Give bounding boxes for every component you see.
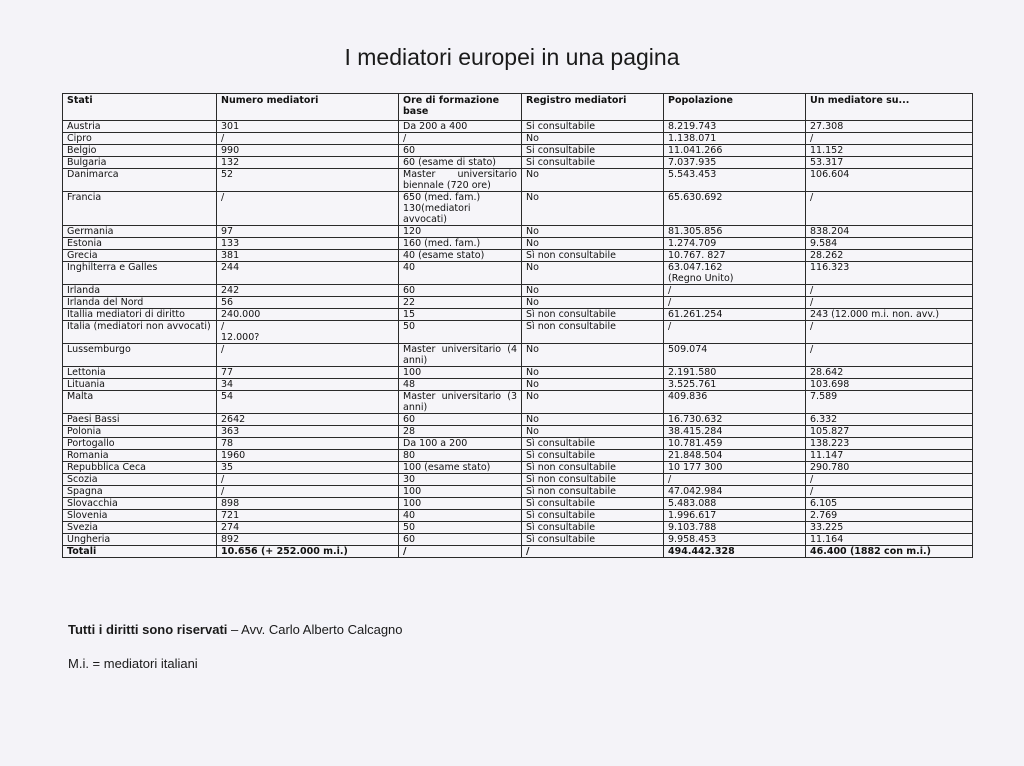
cell-un-mediatore-su: / bbox=[806, 344, 973, 367]
cell-numero-mediatori: / bbox=[217, 344, 399, 367]
cell-numero-mediatori: 240.000 bbox=[217, 309, 399, 321]
table-row bbox=[63, 379, 973, 391]
cell-un-mediatore-su: 28.262 bbox=[806, 250, 973, 262]
cell-registro: Sì consultabile bbox=[522, 498, 664, 510]
cell-ore-formazione: Master universitario biennale (720 ore) bbox=[399, 169, 522, 192]
copyright-notice bbox=[68, 622, 403, 637]
cell-popolazione: 1.274.709 bbox=[664, 238, 806, 250]
cell-numero-mediatori: 1960 bbox=[217, 450, 399, 462]
cell-numero-mediatori: 97 bbox=[217, 226, 399, 238]
cell-un-mediatore-su: 6.332 bbox=[806, 414, 973, 426]
cell-numero-mediatori: 2642 bbox=[217, 414, 399, 426]
cell-ore-formazione: 40 (esame stato) bbox=[399, 250, 522, 262]
cell-popolazione: 509.074 bbox=[664, 344, 806, 367]
cell-registro: Sì consultabile bbox=[522, 510, 664, 522]
cell-registro: Sì non consultabile bbox=[522, 474, 664, 486]
cell-registro: Sì non consultabile bbox=[522, 462, 664, 474]
cell-un-mediatore-su: 9.584 bbox=[806, 238, 973, 250]
cell-popolazione: / bbox=[664, 297, 806, 309]
cell-un-mediatore-su: 103.698 bbox=[806, 379, 973, 391]
cell-stato: Irlanda bbox=[63, 285, 217, 297]
table-body bbox=[63, 121, 973, 558]
cell-registro: No bbox=[522, 226, 664, 238]
cell-stato: Malta bbox=[63, 391, 217, 414]
cell-ore-formazione: 650 (med. fam.) 130(mediatori avvocati) bbox=[399, 192, 522, 226]
cell-stato: Slovacchia bbox=[63, 498, 217, 510]
table-row bbox=[63, 226, 973, 238]
cell-ore-formazione: 40 bbox=[399, 510, 522, 522]
cell-stato: Irlanda del Nord bbox=[63, 297, 217, 309]
cell-ore-formazione: 28 bbox=[399, 426, 522, 438]
cell-popolazione: 2.191.580 bbox=[664, 367, 806, 379]
cell-un-mediatore-su: 138.223 bbox=[806, 438, 973, 450]
cell-stato: Portogallo bbox=[63, 438, 217, 450]
cell-popolazione: 9.103.788 bbox=[664, 522, 806, 534]
header-numero-mediatori: Numero mediatori bbox=[217, 94, 399, 121]
cell-popolazione: 11.041.266 bbox=[664, 145, 806, 157]
header-stati: Stati bbox=[63, 94, 217, 121]
cell-stato: Lettonia bbox=[63, 367, 217, 379]
cell-popolazione: / bbox=[664, 474, 806, 486]
table-row bbox=[63, 474, 973, 486]
cell-numero-mediatori: 77 bbox=[217, 367, 399, 379]
cell-stato: Lussemburgo bbox=[63, 344, 217, 367]
cell-numero-mediatori: 301 bbox=[217, 121, 399, 133]
table-row bbox=[63, 414, 973, 426]
table-row bbox=[63, 426, 973, 438]
cell-popolazione: 47.042.984 bbox=[664, 486, 806, 498]
cell-ore-formazione: 50 bbox=[399, 522, 522, 534]
abbreviation-legend: M.i. = mediatori italiani bbox=[68, 656, 198, 671]
cell-registro: No bbox=[522, 192, 664, 226]
cell-registro: No bbox=[522, 297, 664, 309]
cell-numero-mediatori: 274 bbox=[217, 522, 399, 534]
cell-stato: Svezia bbox=[63, 522, 217, 534]
cell-popolazione: 38.415.284 bbox=[664, 426, 806, 438]
table-row bbox=[63, 297, 973, 309]
cell-stato: Austria bbox=[63, 121, 217, 133]
cell-numero-mediatori: / bbox=[217, 192, 399, 226]
cell-numero-mediatori: / bbox=[217, 486, 399, 498]
cell-stato: Grecia bbox=[63, 250, 217, 262]
header-un-mediatore-su: Un mediatore su... bbox=[806, 94, 973, 121]
cell-numero-mediatori: 244 bbox=[217, 262, 399, 285]
cell-stato: Polonia bbox=[63, 426, 217, 438]
cell-un-mediatore-su: / bbox=[806, 192, 973, 226]
cell-popolazione: 5.483.088 bbox=[664, 498, 806, 510]
cell-popolazione: / bbox=[664, 285, 806, 297]
cell-popolazione: 65.630.692 bbox=[664, 192, 806, 226]
cell-registro: Sì non consultabile bbox=[522, 486, 664, 498]
cell-stato: Estonia bbox=[63, 238, 217, 250]
cell-registro: No bbox=[522, 133, 664, 145]
cell-ore-formazione: 40 bbox=[399, 262, 522, 285]
table-row bbox=[63, 238, 973, 250]
table-row bbox=[63, 534, 973, 546]
cell-ore-formazione: 60 bbox=[399, 145, 522, 157]
cell-registro: Sì non consultabile bbox=[522, 250, 664, 262]
cell-numero-mediatori: 898 bbox=[217, 498, 399, 510]
table-row bbox=[63, 133, 973, 145]
table-row bbox=[63, 157, 973, 169]
cell-numero-mediatori: / bbox=[217, 133, 399, 145]
cell-un-mediatore-su: 6.105 bbox=[806, 498, 973, 510]
table-row bbox=[63, 145, 973, 157]
table-row bbox=[63, 367, 973, 379]
cell-registro: No bbox=[522, 285, 664, 297]
table-row bbox=[63, 285, 973, 297]
table-row bbox=[63, 250, 973, 262]
cell-ore-formazione: Master universitario (3 anni) bbox=[399, 391, 522, 414]
cell-registro: Sì consultabile bbox=[522, 522, 664, 534]
cell-ore-formazione: 30 bbox=[399, 474, 522, 486]
cell-ore-formazione: 60 bbox=[399, 534, 522, 546]
table-row bbox=[63, 192, 973, 226]
cell-stato: Spagna bbox=[63, 486, 217, 498]
cell-numero-mediatori: 990 bbox=[217, 145, 399, 157]
cell-numero-mediatori: 242 bbox=[217, 285, 399, 297]
table-row bbox=[63, 486, 973, 498]
cell-registro: No bbox=[522, 367, 664, 379]
cell-un-mediatore-su: 106.604 bbox=[806, 169, 973, 192]
cell-registro: No bbox=[522, 426, 664, 438]
table-header-row bbox=[63, 94, 973, 121]
cell-stato: Ungheria bbox=[63, 534, 217, 546]
cell-popolazione: 16.730.632 bbox=[664, 414, 806, 426]
cell-stato: Paesi Bassi bbox=[63, 414, 217, 426]
cell-registro: Sì non consultabile bbox=[522, 309, 664, 321]
table-row bbox=[63, 121, 973, 133]
total-stato: Totali bbox=[63, 546, 217, 558]
copyright-bold: Tutti i diritti sono riservati bbox=[68, 622, 228, 637]
cell-ore-formazione: Da 200 a 400 bbox=[399, 121, 522, 133]
cell-numero-mediatori: 132 bbox=[217, 157, 399, 169]
cell-stato: Slovenia bbox=[63, 510, 217, 522]
cell-un-mediatore-su: 290.780 bbox=[806, 462, 973, 474]
copyright-author: – Avv. Carlo Alberto Calcagno bbox=[227, 622, 403, 637]
totals-row bbox=[63, 546, 973, 558]
cell-un-mediatore-su: / bbox=[806, 297, 973, 309]
cell-un-mediatore-su: 243 (12.000 m.i. non. avv.) bbox=[806, 309, 973, 321]
cell-popolazione: 10 177 300 bbox=[664, 462, 806, 474]
cell-un-mediatore-su: 11.164 bbox=[806, 534, 973, 546]
cell-un-mediatore-su: / bbox=[806, 321, 973, 344]
cell-stato: Germania bbox=[63, 226, 217, 238]
total-un-mediatore-su: 46.400 (1882 con m.i.) bbox=[806, 546, 973, 558]
cell-numero-mediatori: 52 bbox=[217, 169, 399, 192]
cell-stato: Itallia mediatori di diritto bbox=[63, 309, 217, 321]
cell-registro: No bbox=[522, 391, 664, 414]
cell-registro: Sì non consultabile bbox=[522, 321, 664, 344]
cell-ore-formazione: Da 100 a 200 bbox=[399, 438, 522, 450]
cell-stato: Inghilterra e Galles bbox=[63, 262, 217, 285]
cell-un-mediatore-su: 33.225 bbox=[806, 522, 973, 534]
cell-un-mediatore-su: 11.152 bbox=[806, 145, 973, 157]
cell-popolazione: 8.219.743 bbox=[664, 121, 806, 133]
cell-un-mediatore-su: / bbox=[806, 486, 973, 498]
cell-un-mediatore-su: 11.147 bbox=[806, 450, 973, 462]
cell-popolazione: 1.996.617 bbox=[664, 510, 806, 522]
cell-numero-mediatori: / bbox=[217, 474, 399, 486]
table-row bbox=[63, 510, 973, 522]
cell-registro: Sì consultabile bbox=[522, 534, 664, 546]
table-row bbox=[63, 309, 973, 321]
cell-popolazione: 63.047.162 (Regno Unito) bbox=[664, 262, 806, 285]
cell-stato: Repubblica Ceca bbox=[63, 462, 217, 474]
cell-ore-formazione: 160 (med. fam.) bbox=[399, 238, 522, 250]
table-row bbox=[63, 450, 973, 462]
cell-stato: Danimarca bbox=[63, 169, 217, 192]
total-numero-mediatori: 10.656 (+ 252.000 m.i.) bbox=[217, 546, 399, 558]
cell-registro: No bbox=[522, 414, 664, 426]
table-row bbox=[63, 391, 973, 414]
mediators-table bbox=[62, 93, 973, 558]
cell-stato: Romania bbox=[63, 450, 217, 462]
cell-registro: No bbox=[522, 169, 664, 192]
header-ore-formazione: Ore di formazione base bbox=[399, 94, 522, 121]
cell-numero-mediatori: 34 bbox=[217, 379, 399, 391]
table-row bbox=[63, 462, 973, 474]
table-row bbox=[63, 438, 973, 450]
cell-stato: Cipro bbox=[63, 133, 217, 145]
cell-un-mediatore-su: 27.308 bbox=[806, 121, 973, 133]
table-row bbox=[63, 344, 973, 367]
table-row bbox=[63, 522, 973, 534]
cell-ore-formazione: 100 bbox=[399, 486, 522, 498]
cell-popolazione: 10.781.459 bbox=[664, 438, 806, 450]
cell-numero-mediatori: 56 bbox=[217, 297, 399, 309]
cell-ore-formazione: 120 bbox=[399, 226, 522, 238]
header-registro: Registro mediatori bbox=[522, 94, 664, 121]
cell-registro: Sì consultabile bbox=[522, 450, 664, 462]
cell-registro: No bbox=[522, 379, 664, 391]
cell-registro: No bbox=[522, 344, 664, 367]
total-ore-formazione: / bbox=[399, 546, 522, 558]
cell-un-mediatore-su: 116.323 bbox=[806, 262, 973, 285]
cell-ore-formazione: 50 bbox=[399, 321, 522, 344]
cell-stato: Italia (mediatori non avvocati) bbox=[63, 321, 217, 344]
cell-ore-formazione: 60 (esame di stato) bbox=[399, 157, 522, 169]
cell-un-mediatore-su: 105.827 bbox=[806, 426, 973, 438]
cell-popolazione: 5.543.453 bbox=[664, 169, 806, 192]
cell-stato: Bulgaria bbox=[63, 157, 217, 169]
cell-numero-mediatori: 133 bbox=[217, 238, 399, 250]
total-popolazione: 494.442.328 bbox=[664, 546, 806, 558]
cell-ore-formazione: 80 bbox=[399, 450, 522, 462]
cell-popolazione: 9.958.453 bbox=[664, 534, 806, 546]
cell-popolazione: 409.836 bbox=[664, 391, 806, 414]
cell-un-mediatore-su: / bbox=[806, 285, 973, 297]
cell-registro: Si consultabile bbox=[522, 145, 664, 157]
cell-un-mediatore-su: 7.589 bbox=[806, 391, 973, 414]
cell-un-mediatore-su: 53.317 bbox=[806, 157, 973, 169]
cell-ore-formazione: 100 bbox=[399, 498, 522, 510]
cell-numero-mediatori: 54 bbox=[217, 391, 399, 414]
cell-un-mediatore-su: 28.642 bbox=[806, 367, 973, 379]
cell-ore-formazione: 22 bbox=[399, 297, 522, 309]
cell-ore-formazione: 48 bbox=[399, 379, 522, 391]
cell-numero-mediatori: / 12.000? bbox=[217, 321, 399, 344]
cell-ore-formazione: 100 (esame stato) bbox=[399, 462, 522, 474]
cell-popolazione: 3.525.761 bbox=[664, 379, 806, 391]
cell-numero-mediatori: 892 bbox=[217, 534, 399, 546]
cell-stato: Belgio bbox=[63, 145, 217, 157]
cell-ore-formazione: 60 bbox=[399, 414, 522, 426]
table-row bbox=[63, 262, 973, 285]
cell-un-mediatore-su: / bbox=[806, 474, 973, 486]
cell-ore-formazione: / bbox=[399, 133, 522, 145]
cell-popolazione: 61.261.254 bbox=[664, 309, 806, 321]
cell-registro: Si consultabile bbox=[522, 157, 664, 169]
cell-ore-formazione: 100 bbox=[399, 367, 522, 379]
cell-un-mediatore-su: / bbox=[806, 133, 973, 145]
cell-un-mediatore-su: 2.769 bbox=[806, 510, 973, 522]
cell-numero-mediatori: 721 bbox=[217, 510, 399, 522]
cell-popolazione: 81.305.856 bbox=[664, 226, 806, 238]
table-row bbox=[63, 498, 973, 510]
table-row bbox=[63, 321, 973, 344]
cell-numero-mediatori: 35 bbox=[217, 462, 399, 474]
cell-registro: No bbox=[522, 262, 664, 285]
cell-numero-mediatori: 363 bbox=[217, 426, 399, 438]
cell-numero-mediatori: 381 bbox=[217, 250, 399, 262]
cell-popolazione: 21.848.504 bbox=[664, 450, 806, 462]
total-registro: / bbox=[522, 546, 664, 558]
table-row bbox=[63, 169, 973, 192]
cell-un-mediatore-su: 838.204 bbox=[806, 226, 973, 238]
cell-stato: Francia bbox=[63, 192, 217, 226]
cell-stato: Lituania bbox=[63, 379, 217, 391]
cell-ore-formazione: Master universitario (4 anni) bbox=[399, 344, 522, 367]
cell-registro: Si consultabile bbox=[522, 121, 664, 133]
cell-popolazione: 1.138.071 bbox=[664, 133, 806, 145]
cell-ore-formazione: 60 bbox=[399, 285, 522, 297]
cell-registro: No bbox=[522, 238, 664, 250]
cell-registro: Sì consultabile bbox=[522, 438, 664, 450]
cell-ore-formazione: 15 bbox=[399, 309, 522, 321]
cell-popolazione: 7.037.935 bbox=[664, 157, 806, 169]
header-popolazione: Popolazione bbox=[664, 94, 806, 121]
cell-stato: Scozia bbox=[63, 474, 217, 486]
cell-popolazione: / bbox=[664, 321, 806, 344]
cell-numero-mediatori: 78 bbox=[217, 438, 399, 450]
cell-popolazione: 10.767. 827 bbox=[664, 250, 806, 262]
document-title: I mediatori europei in una pagina bbox=[344, 44, 680, 70]
